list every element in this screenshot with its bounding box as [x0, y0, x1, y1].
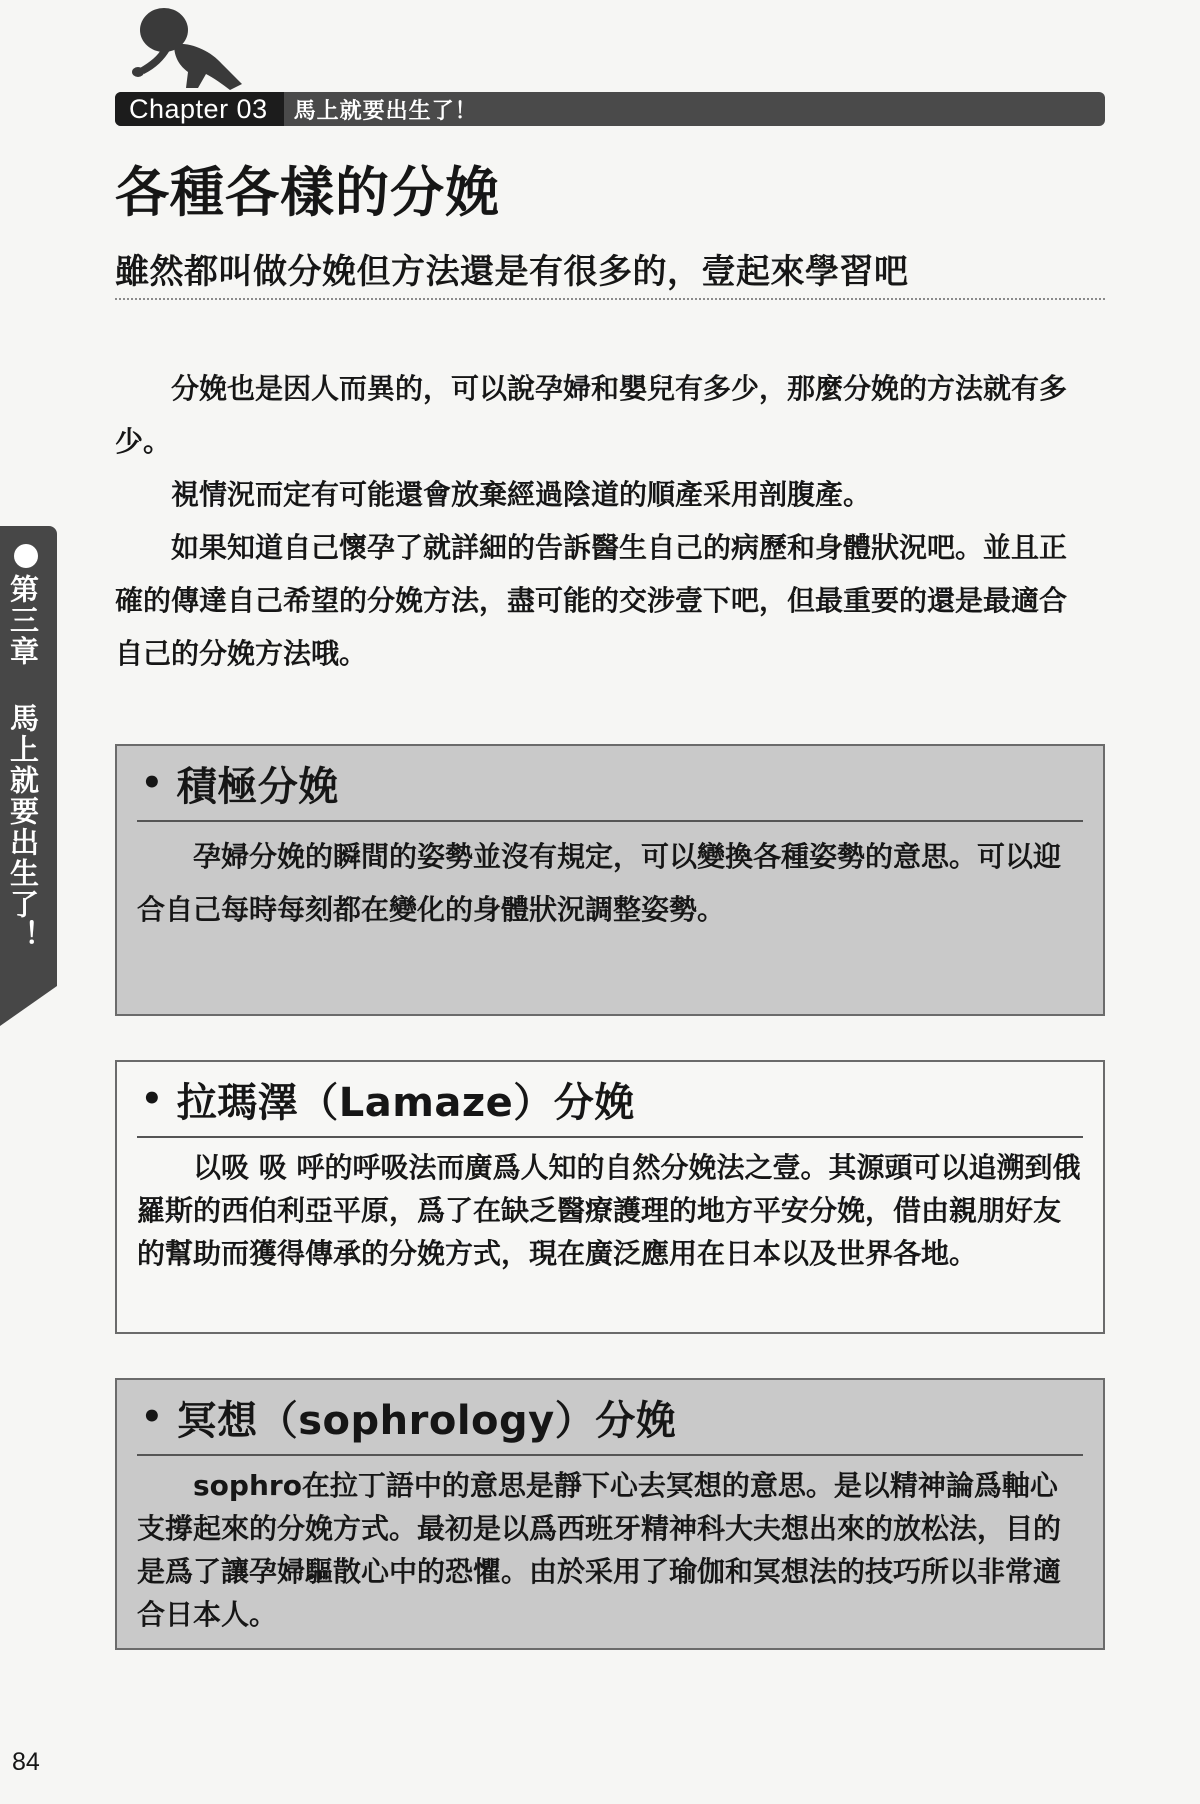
method-body [137, 1138, 1083, 1275]
method-title: 積極分娩 [176, 763, 339, 810]
method-header [137, 1380, 1083, 1456]
intro-paragraph-1: 分娩也是因人而異的，可以說孕婦和嬰兒有多少，那麼分娩的方法就有多少。 [115, 372, 1068, 458]
page-title: 各種各樣的分娩 [115, 161, 500, 224]
method-description: sophro在拉丁語中的意思是靜下心去冥想的意思。是以精神論爲軸心支撐起來的分娩方式。最初是以爲西班牙精神科大夫想出來的放松法，目的是爲了讓孕婦驅散心中的恐懼。由於采用了瑜伽和冥想法的技巧所以非常適合日本人。 [137, 1469, 1062, 1631]
method-body [137, 1456, 1083, 1636]
bullet-icon: • [141, 1079, 163, 1119]
page-number: 84 [12, 1748, 40, 1776]
crawling-baby-icon [130, 4, 248, 92]
title-divider [115, 298, 1105, 300]
method-description: 孕婦分娩的瞬間的姿勢並沒有規定，可以變換各種姿勢的意思。可以迎合自己每時每刻都在變化的身體狀況調整姿勢。 [137, 840, 1062, 926]
intro-paragraph-3: 如果知道自己懷孕了就詳細的告訴醫生自己的病歷和身體狀況吧。並且正確的傳達自己希望的分娩方法，盡可能的交涉壹下吧，但最重要的還是最適合自己的分娩方法哦。 [115, 531, 1068, 670]
chapter-bar [115, 92, 1105, 126]
intro-text [115, 362, 1090, 680]
method-title: 拉瑪澤（Lamaze）分娩 [176, 1079, 635, 1126]
method-box-active-birth [115, 744, 1105, 1016]
method-header [137, 746, 1083, 822]
method-body [137, 822, 1083, 936]
chapter-label: Chapter 03 [115, 92, 284, 126]
bullet-icon: • [141, 1397, 163, 1437]
intro-paragraph-2: 視情況而定有可能還會放棄經過陰道的順產采用剖腹產。 [171, 478, 872, 511]
method-box-sophrology [115, 1378, 1105, 1650]
method-box-lamaze [115, 1060, 1105, 1334]
bullet-icon: • [141, 763, 163, 803]
method-header [137, 1062, 1083, 1138]
method-title: 冥想（sophrology）分娩 [176, 1397, 677, 1444]
method-description: 以吸 吸 呼的呼吸法而廣爲人知的自然分娩法之壹。其源頭可以追溯到俄羅斯的西伯利亞平原，爲了在缺乏醫療護理的地方平安分娩，借由親朋好友的幫助而獲得傳承的分娩方式，現在廣泛應用在日本以及世界各地。 [137, 1151, 1081, 1270]
chapter-title: 馬上就要出生了！ [293, 98, 478, 124]
side-tab-text: 第三章 馬上就要出生了！ [6, 574, 40, 951]
page-subtitle: 雖然都叫做分娩但方法還是有很多的，壹起來學習吧 [115, 252, 909, 292]
side-tab-dot-icon [14, 544, 38, 568]
